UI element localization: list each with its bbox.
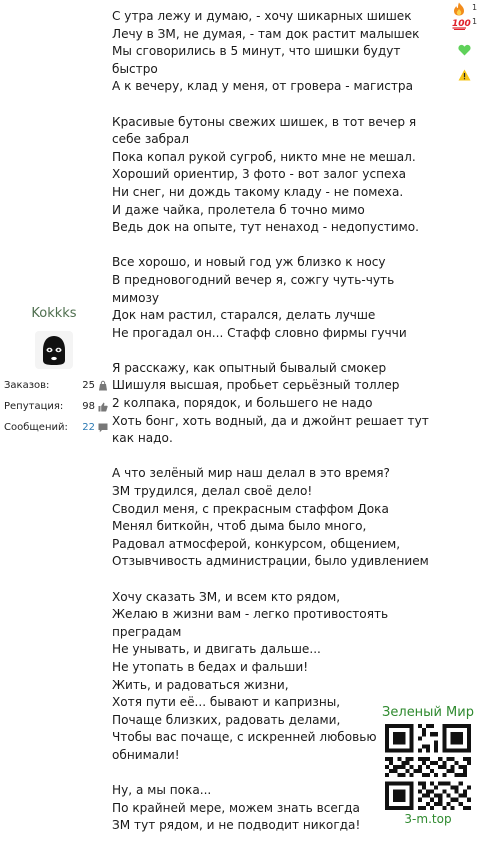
poem-line: Лечу в ЗМ, не думая, - там док растит малышек (112, 26, 420, 41)
author-username[interactable]: Kokkks (31, 306, 77, 321)
poem-line: Все хорошо, и новый год уж близко к носу (112, 255, 386, 270)
poem-line: обнимали! (112, 747, 180, 762)
stanza (112, 254, 482, 342)
poem-line: Не утопать в бедах и фальши! (112, 659, 309, 674)
poem-line: Отзывчивость администрации, было удивлением (112, 554, 429, 569)
poem-line: Хотя пути её... бывают и капризны, (112, 695, 341, 710)
hundred-points-emoji-icon (452, 16, 471, 30)
author-stats (4, 380, 108, 443)
poem-line: Ведь док на опыте, тут ненаход - недопустимо. (112, 220, 419, 235)
poem-line: Ну, а мы пока... (112, 783, 212, 798)
reaction-warning[interactable] (458, 66, 471, 85)
poem-line: себе забрал (112, 132, 189, 147)
poem-line: Желаю в жизни вам - легко противостоять (112, 607, 389, 622)
poem-line: ЗМ тут рядом, и не подводит никогда! (112, 818, 361, 833)
balaclava-avatar-icon (35, 331, 73, 369)
poem-line: С утра лежу и думаю, - хочу шикарных шишек (112, 9, 412, 23)
poem-line: 2 колпака, порядок, и большего не надо (112, 396, 373, 411)
qr-code-icon (385, 724, 471, 814)
poem-line: А что зелёный мир наш делал в это время? (112, 466, 390, 481)
thumbs-up-icon (98, 402, 108, 415)
poem-line: В предновогодний вечер я, сожгу чуть-чуть (112, 272, 395, 287)
poem-line: Шишуля высшая, пробьет серьёзный толлер (112, 378, 400, 393)
stanza (112, 114, 482, 237)
stat-reputation (4, 401, 108, 422)
poem-line: Менял биткойн, чтоб дыма было много, (112, 519, 367, 534)
fire-emoji-icon (452, 2, 466, 16)
shopping-bag-icon (98, 381, 108, 394)
stat-value: 25 (82, 380, 95, 391)
stat-value-link[interactable]: 22 (82, 422, 95, 433)
poem-line: Хочу сказать ЗМ, и всем кто рядом, (112, 589, 341, 604)
poem-line: Почаще близких, радовать делами, (112, 712, 341, 727)
poem-line: быстро (112, 61, 158, 76)
poem-line: мимозу (112, 290, 160, 305)
poem-line: Пока копал рукой сугроб, никто мне не мешал. (112, 149, 416, 164)
poem-line: По крайней мере, можем знать всегда (112, 800, 360, 815)
poem-line: Я расскажу, как опытный бывалый смокер (112, 360, 387, 375)
reaction-count: 1 (472, 3, 478, 12)
stat-value: 98 (82, 401, 95, 412)
reaction-hundred[interactable] (452, 15, 478, 34)
poem-line: Радовал атмосферой, конкурсом, общением, (112, 536, 401, 551)
avatar[interactable] (35, 331, 73, 369)
poem-line: преградам (112, 624, 182, 639)
poem-line: ЗМ трудился, делал своё дело! (112, 484, 313, 499)
svg-text:100: 100 (452, 19, 471, 29)
stat-label: Сообщений: (4, 422, 68, 433)
stat-label: Заказов: (4, 380, 50, 391)
stanza (112, 360, 482, 448)
stanza (112, 465, 482, 571)
warning-icon (458, 69, 471, 81)
comment-icon (98, 423, 108, 436)
poem-line: Не унывать, и двигать дальше... (112, 642, 321, 657)
poem-line: Сводил меня, с прекрасным стаффом Дока (112, 501, 389, 516)
poem-line: Хоть бонг, хоть водный, да и джойнт решает тут (112, 413, 429, 428)
watermark-title: Зеленый Мир (382, 705, 474, 720)
poem-line: Ни снег, ни дождь такому кладу - не помеха. (112, 184, 404, 199)
watermark (378, 702, 478, 832)
reaction-count: 1 (472, 17, 478, 26)
poem-line: Чтобы вас почаще, с искренней любовью (112, 730, 377, 745)
poem-line: Хороший ориентир, 3 фото - вот залог успеха (112, 167, 407, 182)
poem-line: И даже чайка, пролетела б точно мимо (112, 202, 365, 217)
poem-line: Док нам растил, старался, делать лучше (112, 308, 376, 323)
green-heart-icon (458, 44, 471, 56)
poem-line: как надо. (112, 431, 173, 446)
stat-messages (4, 422, 108, 443)
poem-line: Красивые бутоны свежих шишек, в тот вечер я (112, 114, 417, 129)
reaction-heart[interactable] (458, 41, 471, 60)
watermark-url: 3-m.top (404, 812, 452, 826)
stat-orders (4, 380, 108, 401)
poem-line: А к вечеру, клад у меня, от гровера - магистра (112, 79, 413, 94)
poem-line: Жить, и радоваться жизни, (112, 677, 289, 692)
poem-line: Не прогадал он... Стафф словно фирмы гуччи (112, 325, 407, 340)
stanza (112, 8, 482, 96)
poem-line: Мы сговорились в 5 минут, что шишки будут (112, 44, 401, 59)
stat-label: Репутация: (4, 401, 64, 412)
